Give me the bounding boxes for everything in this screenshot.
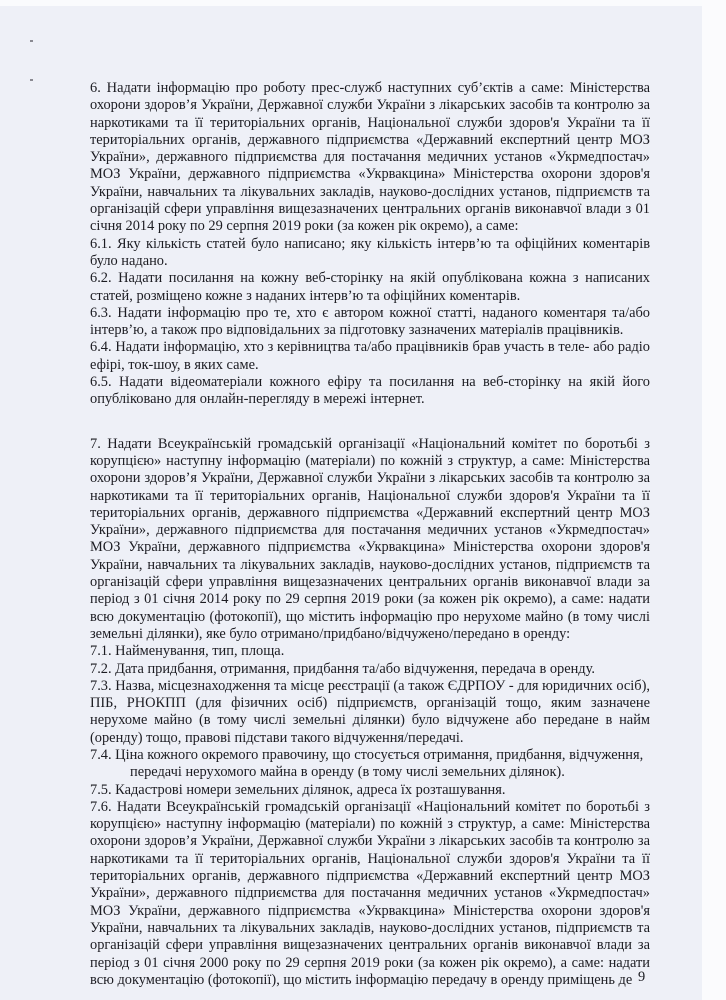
paragraph-gap (90, 409, 650, 436)
section-7-intro: 7. Надати Всеукраїнській громадській організації «Національний комітет по боротьбі з корупцією» наступну інформацію (матеріали) по кожній з структур, а саме: Міністерства охорони здоров’я України, Державної служби України з лікарських засобів та контролю за наркотиками та її територіальних органів, Національної служби здоров'я України та її територіальних органів, державного підприємства «Державний експертний центр МОЗ України», державного підприємства для постачання медичних установ «Укрмедпостач» МОЗ України, державного підприємства «Укрвакцина» Міністерства охорони здоров'я України, навчальних та лікувальних закладів, науково-дослідних установ, підприємств та організацій сфери управління вищезазначених центральних органів виконавчої влади за період з 01 січня 2014 року по 29 серпня 2019 роки (за кожен рік окремо), а саме: надати всю документацію (фотокопії), що містить інформацію про нерухоме майно (в тому числі земельні ділянки), яке було отримано/придбано/відчужено/передано в оренду: (90, 435, 650, 642)
section-7-item: 7.1. Найменування, тип, площа. (90, 643, 285, 660)
section-7-item: 7.5. Кадастрові номери земельних ділянок, адреса їх розташування. (90, 781, 506, 798)
section-7-item: 7.2. Дата придбання, отримання, придбання та/або відчуження, передача в оренду. (90, 660, 595, 677)
document-body (90, 80, 650, 989)
section-7-item-continuation: передачі нерухомого майна в оренду (в тому числі земельних ділянок). (130, 764, 565, 781)
scan-right-edge (702, 0, 726, 1000)
section-6-item: 6.2. Надати посилання на кожну веб-сторінку на якій опублікована кожна з написаних статей, розміщено кожне з наданих інтерв’ю та офіційних коментарів. (90, 270, 650, 304)
section-7-item: 7.4. Ціна кожного окремого правочину, що стосується отримання, придбання, відчуження, (90, 746, 644, 763)
section-7-item: 7.3. Назва, місцезнаходження та місце реєстрації (а також ЄДРПОУ - для юридичних осіб), ПІБ, РНОКПП (для фізичних осіб) підприємств, організацій тощо, яким зазначене нерухоме майно (в тому числі земельні ділянки) було відчужене або передане в найм (оренду) тощо, правові підстави такого відчуження/передачі. (90, 677, 650, 746)
section-6-intro: 6. Надати інформацію про роботу прес-служб наступних суб’єктів а саме: Міністерства охорони здоров’я України, Державної служби України з лікарських засобів та контролю за наркотиками та її територіальних органів, Національної служби здоров'я України та її територіальних органів, державного підприємства «Державний експертний центр МОЗ України», державного підприємства для постачання медичних установ «Укрмедпостач» МОЗ України, державного підприємства «Укрвакцина» Міністерства охорони здоров'я України, навчальних та лікувальних закладів, науково-дослідних установ, підприємств та організацій сфери управління вищезазначених центральних органів виконавчої влади з 01 січня 2014 року по 29 серпня 2019 роки (за кожен рік окремо), а саме: (90, 80, 650, 235)
page-number: 9 (638, 969, 646, 985)
section-6-item: 6.5. Надати відеоматеріали кожного ефіру та посилання на веб-сторінку на якій його опубліковано для онлайн-перегляду в мережі інтернет. (90, 374, 650, 408)
section-6-item: 6.1. Яку кількість статей було написано; яку кількість інтерв’ю та офіційних коментарів було надано. (90, 235, 650, 269)
section-7-item: 7.6. Надати Всеукраїнській громадській організації «Національний комітет по боротьбі з корупцією» наступну інформацію (матеріали) по кожній з структур, а саме: Міністерства охорони здоров’я України, Державної служби України з лікарських засобів та контролю за наркотиками та її територіальних органів, Національної служби здоров'я України та її територіальних органів, державного підприємства «Державний експертний центр МОЗ України», державного підприємства для постачання медичних установ «Укрмедпостач» МОЗ України, державного підприємства «Укрвакцина» Міністерства охорони здоров'я України, навчальних та лікувальних закладів, науково-дослідних установ, підприємств та організацій сфери управління вищезазначених центральних органів виконавчої влади за період з 01 січня 2000 року по 29 серпня 2019 роки (за кожен рік окремо), а саме: надати всю документацію (фотокопії), що містить інформацію передачу в оренду приміщень де (90, 798, 650, 988)
staple-mark (30, 79, 33, 81)
staple-mark (30, 40, 33, 42)
section-6-item: 6.4. Надати інформацію, хто з керівництва та/або працівників брав участь в теле- або радіо ефірі, ток-шоу, в яких саме. (90, 339, 650, 373)
section-6-item: 6.3. Надати інформацію про те, хто є автором кожної статті, наданого коментаря та/або інтерв’ю, а також про відповідальних за підготовку зазначених матеріалів працівників. (90, 304, 650, 339)
